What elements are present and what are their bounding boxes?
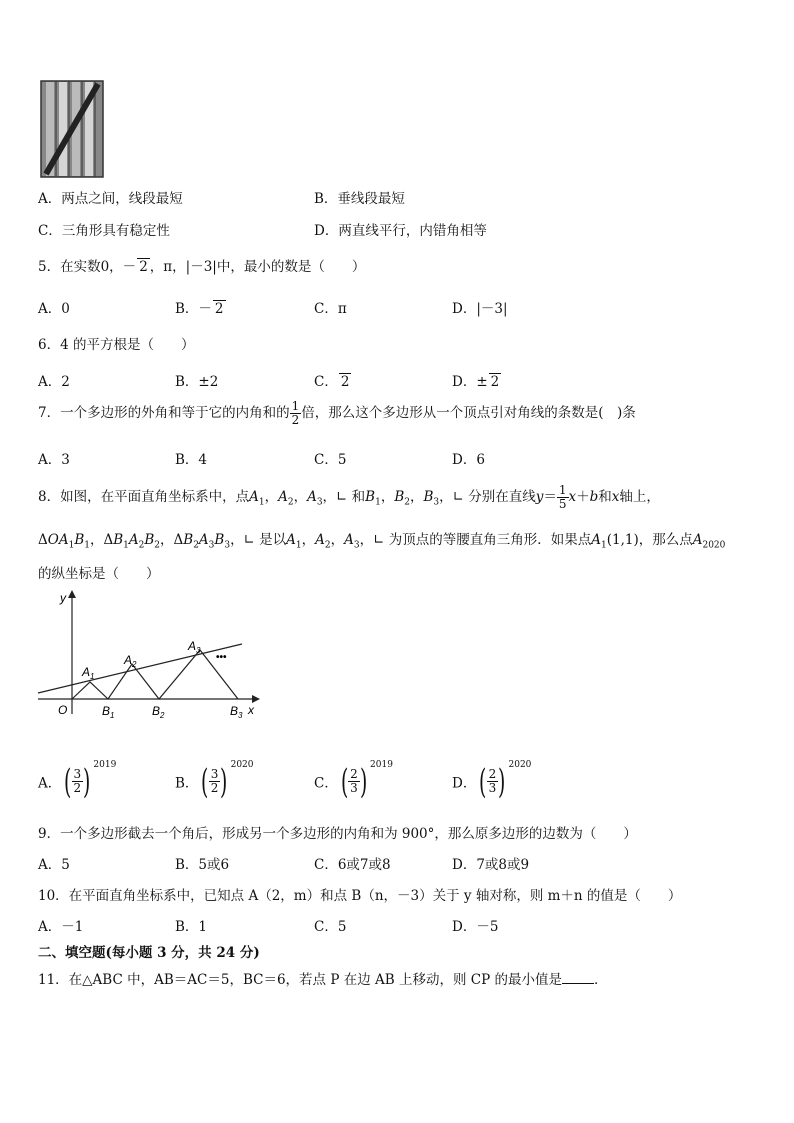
answer-blank[interactable] [562,971,594,984]
origin-label: O [58,703,68,717]
q8-option-d: D．( $\frac{2}{3}$ ) $^{2020}$ [452,760,532,802]
q5-stem: 5．在实数0，－ 2 ，π，|－3|中，最小的数是（ ） [38,259,366,275]
q10-option-a: A．－1 [38,919,84,935]
q11-stem: 11．在△ABC 中，AB＝AC＝5，BC＝6，若点 P 在边 AB 上移动，则 CP 的最小值是 ． [38,972,608,988]
q7-option-c: C．5 [314,452,347,468]
q6-option-a: A．2 [38,374,70,390]
q5-option-c: C．π [314,301,347,317]
a3-label: $A_3$ [188,639,201,655]
b3-label: $B_3$ [230,704,243,720]
q5-option-b: B．－ 2 [175,301,224,317]
q4-option-b: B．垂线段最短 [314,191,405,207]
q8-option-b: B．( $\frac{3}{2}$ ) $^{2020}$ [175,760,254,802]
q10-stem: 10．在平面直角坐标系中，已知点 A（2，m）和点 B（n，－3）关于 y 轴对称，则 m＋n 的值是（ ） [38,888,682,904]
x-axis-arrow [252,695,260,703]
q4-option-c: C．三角形具有稳定性 [38,223,170,239]
q4-option-d: D．两直线平行，内错角相等 [314,223,487,239]
x-label: x [248,703,254,717]
striped-paper-figure [40,80,104,178]
q9-stem: 9．一个多边形截去一个角后，形成另一个多边形的内角和为 900°，那么原多边形的边数为（ ） [38,826,637,842]
q6-option-c: C． 2 [314,374,350,390]
b1-label: $B_1$ [102,704,115,720]
q7-stem: 7．一个多边形的外角和等于它的内角和的 $\frac{1}{2}$ 倍，那么这个多边形从一个顶点引对角线的条数是( )条 [38,399,636,427]
q7-option-b: B．4 [175,452,208,468]
q9-option-c: C．6或7或8 [314,857,391,873]
q9-option-d: D．7或8或9 [452,857,530,873]
b2-label: $B_2$ [152,704,165,720]
q5-option-a: A．0 [38,301,70,317]
y-label: y [60,591,66,605]
line-y-equals [38,644,242,693]
coordinate-graph [36,588,266,720]
q5-option-d: D．|－3| [452,301,508,317]
section-title-fill-in: 二、填空题(每小题 3 分，共 24 分) [38,945,260,961]
q7-option-a: A．3 [38,452,70,468]
q10-option-c: C．5 [314,919,347,935]
q6-option-d: D．± 2 [452,374,500,390]
a2-label: $A_2$ [124,653,137,669]
q8-line3: 的纵坐标是（ ） [38,566,160,582]
y-axis-arrow [68,590,76,598]
q8-line1: 8．如图，在平面直角坐标系中，点$A_1$，$A_2$，$A_3$，∟ 和$B_1$，$B_2$，$B_3$，∟ 分别在直线y＝ $\frac{1}{5}$ x＋b和x轴上， [38,483,660,511]
ellipsis-dots: ••• [216,652,227,663]
q10-option-d: D．－5 [452,919,499,935]
q9-option-a: A．5 [38,857,70,873]
q6-stem: 6．4 的平方根是（ ） [38,337,195,353]
q8-option-a: A．( $\frac{3}{2}$ ) $^{2019}$ [38,760,117,802]
triangles [72,650,238,699]
q9-option-b: B．5或6 [175,857,230,873]
q10-option-b: B．1 [175,919,208,935]
q8-option-c: C．( $\frac{2}{3}$ ) $^{2019}$ [314,760,393,802]
q4-option-a: A．两点之间，线段最短 [38,191,183,207]
q8-line2: $\Delta OA_1B_1$，$\Delta B_1A_2B_2$，$\Delta B_2A_3B_3$，∟ 是以$A_1$，$A_2$，$A_3$，∟ 为顶点的等腰直角三角形．如果点$A_1(1,1)$，那么点$A_{2020}$ [38,532,726,551]
a1-label: $A_1$ [82,665,95,681]
q7-option-d: D．6 [452,452,485,468]
q6-option-b: B．±2 [175,374,219,390]
